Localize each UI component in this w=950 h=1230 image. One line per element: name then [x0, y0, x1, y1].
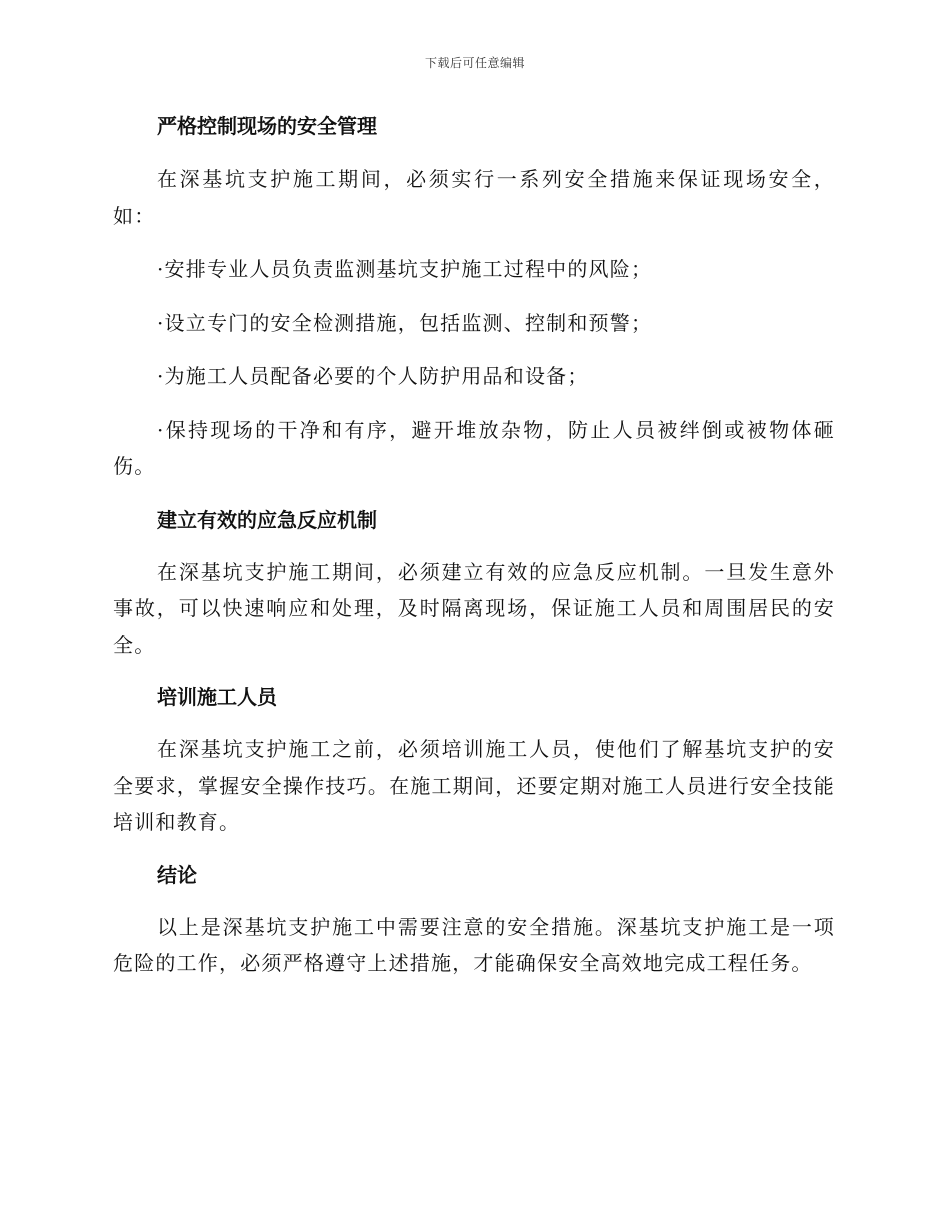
site-safety-bullet: ·为施工人员配备必要的个人防护用品和设备；	[157, 364, 589, 388]
page-header: 下载后可任意编辑	[424, 56, 525, 70]
site-safety-bullet: ·保持现场的干净和有序，避开堆放杂物，防止人员被绊倒或被物体砸伤。	[113, 417, 835, 478]
site-safety-bullet: ·安排专业人员负责监测基坑支护施工过程中的风险；	[157, 257, 653, 281]
section-heading-training: 培训施工人员	[157, 685, 277, 709]
emergency-body: 在深基坑支护施工期间，必须建立有效的应急反应机制。一旦发生意外事故，可以快速响应和处理，及时隔离现场，保证施工人员和周围居民的安全。	[113, 559, 835, 657]
section-heading-conclusion: 结论	[157, 862, 197, 887]
site-safety-intro: 在深基坑支护施工期间，必须实行一系列安全措施来保证现场安全，如：	[113, 167, 835, 228]
training-body: 在深基坑支护施工之前，必须培训施工人员，使他们了解基坑支护的安全要求，掌握安全操作技巧。在施工期间，还要定期对施工人员进行安全技能培训和教育。	[113, 737, 835, 834]
document-body	[113, 108, 835, 982]
section-heading-site-safety: 严格控制现场的安全管理	[157, 114, 377, 138]
conclusion-body: 以上是深基坑支护施工中需要注意的安全措施。深基坑支护施工是一项危险的工作，必须严格遵守上述措施，才能确保安全高效地完成工程任务。	[113, 914, 835, 975]
site-safety-bullet: ·设立专门的安全检测措施，包括监测、控制和预警；	[157, 310, 653, 335]
section-heading-emergency: 建立有效的应急反应机制	[157, 507, 377, 532]
